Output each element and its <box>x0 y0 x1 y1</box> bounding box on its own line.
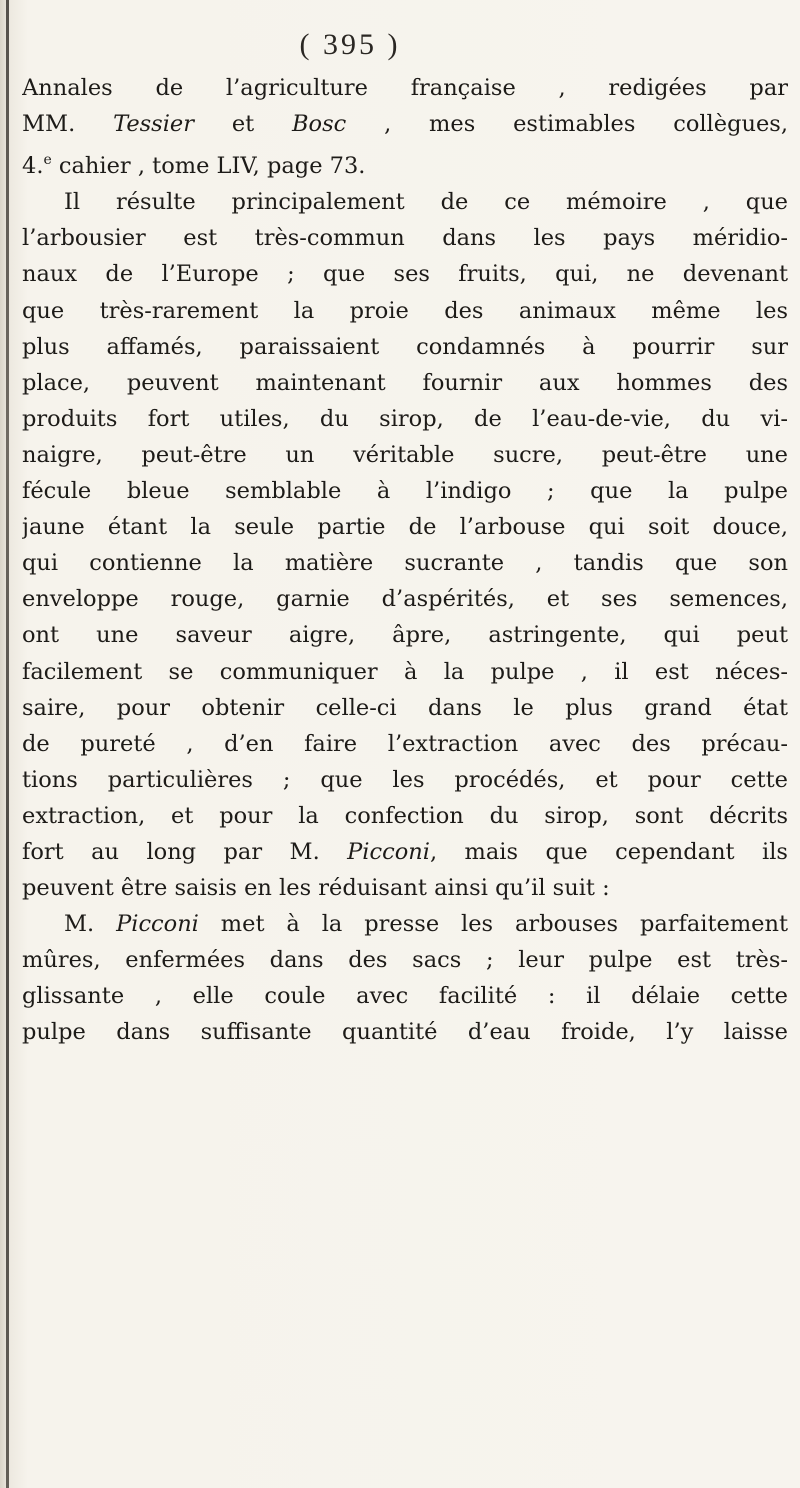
text-run: ont une saveur aigre, âpre, astringente, qui peut <box>22 622 788 649</box>
text-run: naux de l’Europe ; que ses fruits, qui, ne devenant <box>22 261 788 288</box>
text-run: Annales de l’agriculture française , redigées par <box>22 75 788 101</box>
text-run: enveloppe rouge, garnie d’aspérités, et ses semences, <box>22 586 788 613</box>
text-line <box>22 142 788 184</box>
text-line <box>22 184 788 220</box>
text-line <box>22 473 788 509</box>
text-run: Il résulte principalement de ce mémoire , que <box>64 189 788 216</box>
text-line <box>22 220 788 256</box>
text-run: que très-rarement la proie des animaux même les <box>22 297 788 324</box>
text-run: naigre, peut-être un véritable sucre, peut-être une <box>22 441 788 468</box>
text-run: saire, pour obtenir celle-ci dans le plus grand état <box>22 694 788 721</box>
text-line <box>22 978 788 1014</box>
text-line <box>22 293 788 329</box>
text-run: fécule bleue semblable à l’indigo ; que la pulpe <box>22 478 788 505</box>
text-line <box>22 365 788 401</box>
text-run: facilement se communiquer à la pulpe , il est néces- <box>22 658 788 685</box>
text-run: 4. <box>22 153 44 180</box>
text-run: fort au long par M. <box>22 838 348 865</box>
italic-name: Bosc <box>292 111 347 138</box>
text-line <box>22 401 788 437</box>
text-line <box>22 545 788 581</box>
text-line <box>22 762 788 798</box>
text-line <box>22 1014 788 1050</box>
text-run: , mais que cependant ils <box>429 838 788 865</box>
text-line <box>22 906 788 942</box>
text-run: , mes estimables collègues, <box>346 111 788 138</box>
text-run: qui contienne la matière sucrante , tandis que son <box>22 550 788 577</box>
text-line <box>22 798 788 834</box>
text-run: extraction, et pour la confection du sirop, sont décrits <box>22 802 788 829</box>
text-line <box>22 726 788 762</box>
text-run: place, peuvent maintenant fournir aux hommes des <box>22 369 788 396</box>
text-line <box>22 256 788 292</box>
italic-name: Tessier <box>113 111 194 138</box>
page-number: ( 395 ) <box>299 28 401 61</box>
text-line <box>22 509 788 545</box>
text-line <box>22 942 788 978</box>
text-line <box>22 581 788 617</box>
text-line <box>22 690 788 726</box>
text-line <box>22 437 788 473</box>
text-line <box>22 617 788 653</box>
text-run: jaune étant la seule partie de l’arbouse qui soit douce, <box>22 514 788 541</box>
text-run: cahier , tome LIV, page 73. <box>51 153 366 180</box>
text-line <box>22 329 788 365</box>
text-line <box>22 106 788 142</box>
page-gutter-edge <box>6 0 9 1488</box>
body-text <box>22 70 788 1051</box>
text-run: peuvent être saisis en les réduisant ainsi qu’il suit : <box>22 875 610 902</box>
text-run: glissante , elle coule avec facilité : il délaie cette <box>22 983 788 1010</box>
text-line <box>22 70 788 106</box>
text-line <box>22 870 788 906</box>
italic-name: Picconi <box>116 911 199 938</box>
text-run: tions particulières ; que les procédés, et pour cette <box>22 766 788 793</box>
text-run: MM. <box>22 111 114 138</box>
text-run: plus affamés, paraissaient condamnés à pourrir sur <box>22 333 788 360</box>
text-line <box>22 834 788 870</box>
text-run: met à la presse les arbouses parfaitement <box>198 911 788 938</box>
text-run: de pureté , d’en faire l’extraction avec des précau- <box>22 730 788 757</box>
text-run: M. <box>64 911 117 938</box>
text-run: mûres, enfermées dans des sacs ; leur pulpe est très- <box>22 947 788 974</box>
text-line <box>22 654 788 690</box>
text-run: l’arbousier est très-commun dans les pays méridio- <box>22 225 788 252</box>
text-run: et <box>194 111 293 138</box>
italic-name: Picconi <box>347 838 430 865</box>
text-run: produits fort utiles, du sirop, de l’eau-de-vie, du vi- <box>22 405 788 432</box>
superscript: e <box>43 152 52 169</box>
text-run: pulpe dans suffisante quantité d’eau froide, l’y laisse <box>22 1019 788 1046</box>
